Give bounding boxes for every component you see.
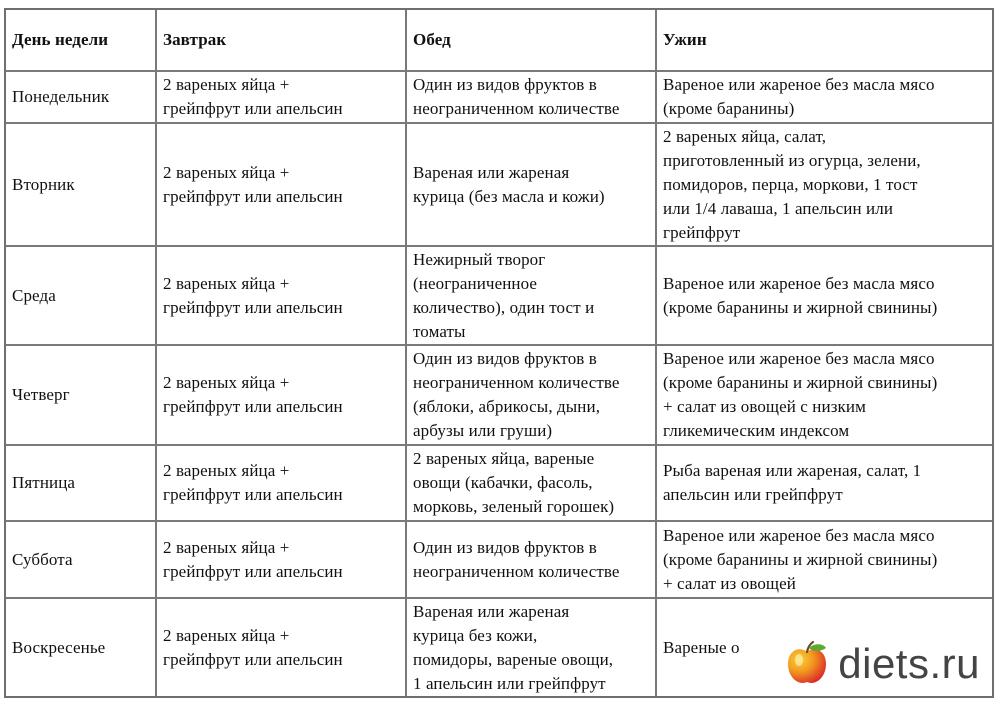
cell-lunch: Один из видов фруктов в неограниченном количестве (яблоки, абрикосы, дыни, арбузы или груши) [407, 346, 657, 446]
cell-dinner: 2 вареных яйца, салат, приготовленный из огурца, зелени, помидоров, перца, моркови, 1 тост или 1/4 лаваша, 1 апельсин или грейпфрут [657, 124, 992, 247]
diet-table [4, 8, 994, 698]
diets-logo [776, 634, 988, 694]
header-breakfast: Завтрак [157, 10, 407, 72]
cell-day: Понедельник [6, 72, 157, 124]
cell-lunch: 2 вареных яйца, вареные овощи (кабачки, фасоль, морковь, зеленый горошек) [407, 446, 657, 522]
cell-breakfast: 2 вареных яйца + грейпфрут или апельсин [157, 72, 407, 124]
cell-breakfast: 2 вареных яйца + грейпфрут или апельсин [157, 522, 407, 599]
cell-dinner: Вареные о [663, 637, 740, 657]
cell-breakfast: 2 вареных яйца + грейпфрут или апельсин [157, 346, 407, 446]
logo-tld: ru [941, 640, 980, 687]
cell-dinner: Рыба вареная или жареная, салат, 1 апельсин или грейпфрут [657, 446, 992, 522]
cell-breakfast: 2 вареных яйца + грейпфрут или апельсин [157, 124, 407, 247]
cell-day: Вторник [6, 124, 157, 247]
header-dinner: Ужин [657, 10, 992, 72]
cell-breakfast: 2 вареных яйца + грейпфрут или апельсин [157, 247, 407, 346]
header-lunch: Обед [407, 10, 657, 72]
cell-day: Среда [6, 247, 157, 346]
cell-day: Суббота [6, 522, 157, 599]
cell-dinner: Вареное или жареное без масла мясо (кроме баранины) [657, 72, 992, 124]
apple-icon [782, 640, 832, 688]
cell-dinner: Вареное или жареное без масла мясо (кроме баранины и жирной свинины) + салат из овощей [657, 522, 992, 599]
cell-day: Пятница [6, 446, 157, 522]
logo-text [838, 640, 980, 687]
cell-breakfast: 2 вареных яйца + грейпфрут или апельсин [157, 599, 407, 696]
cell-dinner: Вареное или жареное без масла мясо (кроме баранины и жирной свинины) [657, 247, 992, 346]
cell-lunch: Вареная или жареная курица (без масла и кожи) [407, 124, 657, 247]
cell-lunch: Один из видов фруктов в неограниченном количестве [407, 72, 657, 124]
cell-breakfast: 2 вареных яйца + грейпфрут или апельсин [157, 446, 407, 522]
cell-lunch: Вареная или жареная курица без кожи, помидоры, вареные овощи, 1 апельсин или грейпфрут [407, 599, 657, 696]
header-day: День недели [6, 10, 157, 72]
logo-dot: . [929, 640, 942, 687]
cell-lunch: Нежирный творог (неограниченное количество), один тост и томаты [407, 247, 657, 346]
cell-day: Четверг [6, 346, 157, 446]
cell-dinner: Вареное или жареное без масла мясо (кроме баранины и жирной свинины) + салат из овощей с низким гликемическим индексом [657, 346, 992, 446]
cell-lunch: Один из видов фруктов в неограниченном количестве [407, 522, 657, 599]
cell-day: Воскресенье [6, 599, 157, 696]
logo-brand: diets [838, 640, 930, 687]
